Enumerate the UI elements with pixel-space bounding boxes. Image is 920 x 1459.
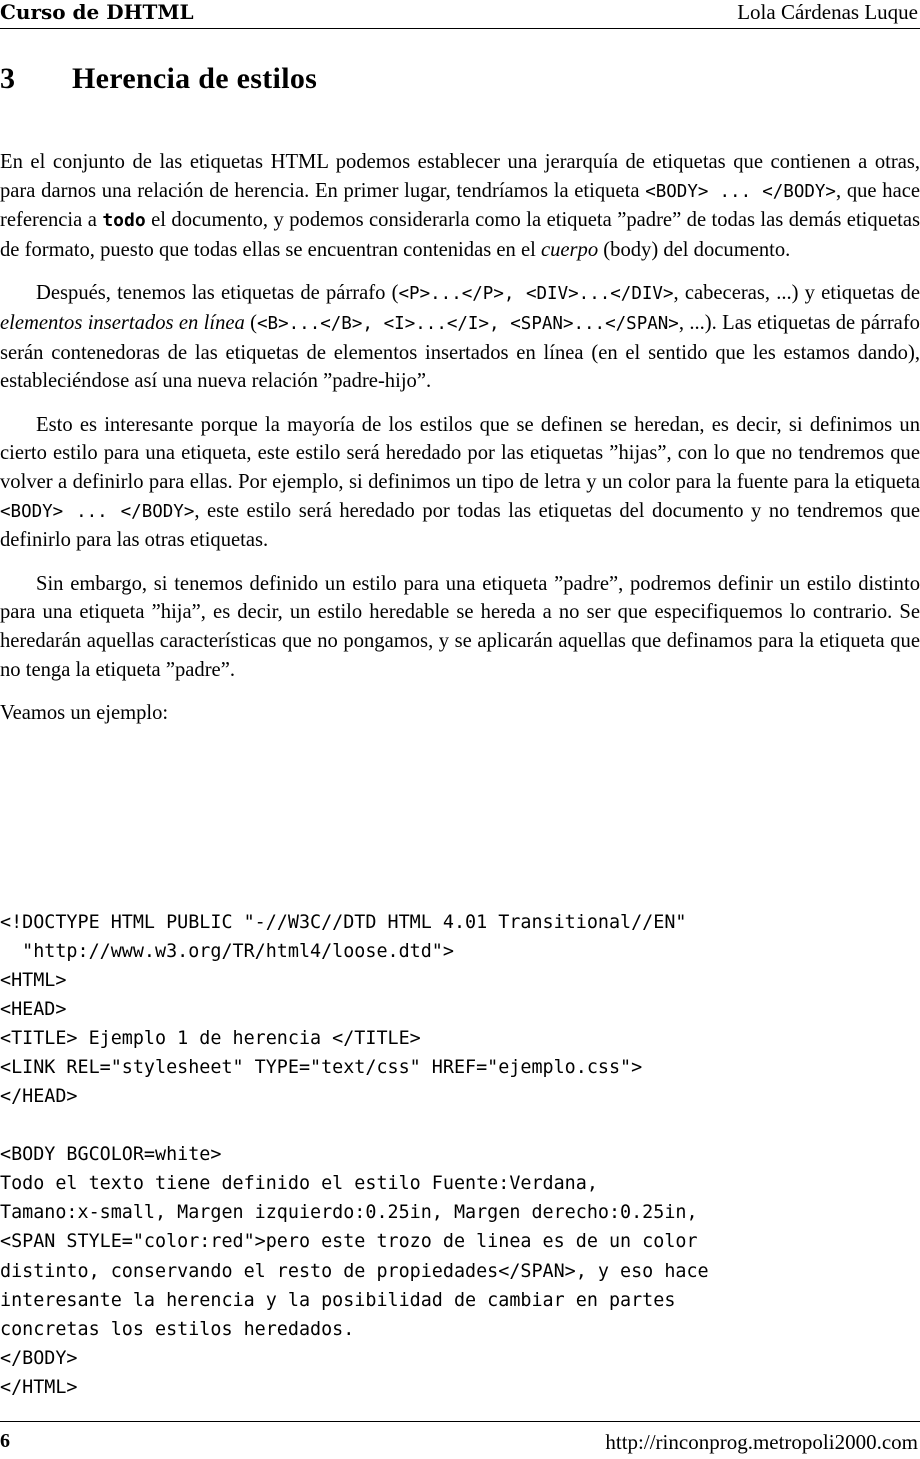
p3-text-b: , este estilo será heredado por todas las etiquetas del documento y no tendremos que definirlo para las otras etiquetas.	[0, 500, 920, 552]
p2-em-inline: elementos insertados en línea	[0, 312, 245, 334]
code-line	[0, 1111, 920, 1140]
p2-code-inline-tags: <B>...</B>, <I>...</I>, <SPAN>...</SPAN>	[257, 314, 679, 334]
code-line: </HEAD>	[0, 1082, 920, 1111]
p3-text-a: Esto es interesante porque la mayoría de los estilos que se definen se heredan, es decir, si definimos un cierto estilo para una etiqueta, este estilo será heredado por las etiquetas ”hijas”, con lo que no tendremos que volver a definirlo para ellas. Por ejemplo, si definimos un tipo de letra y un color para la fuente para la etiqueta	[0, 414, 920, 493]
paragraph-4: Sin embargo, si tenemos definido un estilo para una etiqueta ”padre”, podremos definir un estilo distinto para una etiqueta ”hija”, es decir, un estilo heredable se hereda a no ser que especifiquemos lo contrario. Se heredarán aquellas características que no pongamos, y se aplicarán aquellas que definamos para la etiqueta que no tenga la etiqueta ”padre”.	[0, 570, 920, 684]
code-line: </HTML>	[0, 1373, 920, 1402]
body-text	[0, 148, 920, 743]
code-example	[0, 908, 920, 1402]
code-line: <SPAN STYLE="color:red">pero este trozo de linea es de un color	[0, 1227, 920, 1256]
code-line: <!DOCTYPE HTML PUBLIC "-//W3C//DTD HTML 4.01 Transitional//EN"	[0, 908, 920, 937]
code-line: <HTML>	[0, 966, 920, 995]
page-number: 6	[0, 1430, 10, 1453]
code-line: Todo el texto tiene definido el estilo Fuente:Verdana,	[0, 1169, 920, 1198]
footer-url: http://rinconprog.metropoli2000.com	[605, 1430, 918, 1455]
code-line: <HEAD>	[0, 995, 920, 1024]
paragraph-5: Veamos un ejemplo:	[0, 699, 920, 728]
code-line: </BODY>	[0, 1344, 920, 1373]
page-footer	[0, 1421, 920, 1459]
p1-strong-todo: todo	[102, 210, 145, 231]
paragraph-1	[0, 148, 920, 264]
paragraph-2	[0, 279, 920, 395]
code-line: interesante la herencia y la posibilidad de cambiar en partes	[0, 1286, 920, 1315]
code-line: distinto, conservando el resto de propiedades</SPAN>, y eso hace	[0, 1257, 920, 1286]
header-course-title: Curso de DHTML	[0, 0, 194, 24]
code-line: Tamano:x-small, Margen izquierdo:0.25in, Margen derecho:0.25in,	[0, 1198, 920, 1227]
section-number: 3	[0, 62, 72, 96]
header-author: Lola Cárdenas Luque	[737, 0, 918, 25]
code-line: <BODY BGCOLOR=white>	[0, 1140, 920, 1169]
code-line: "http://www.w3.org/TR/html4/loose.dtd">	[0, 937, 920, 966]
p2-text-b: , cabeceras, ...) y etiquetas de	[674, 282, 920, 304]
p1-text-c: el documento, y podemos considerarla como la etiqueta ”padre” de todas las demás etiquetas de formato, puesto que todas ellas se encuentran contenidas en el	[0, 209, 920, 261]
page-header	[0, 0, 920, 29]
section-heading	[0, 62, 317, 96]
p1-text-d: (body) del documento.	[598, 239, 790, 261]
code-line: <TITLE> Ejemplo 1 de herencia </TITLE>	[0, 1024, 920, 1053]
code-line: <LINK REL="stylesheet" TYPE="text/css" HREF="ejemplo.css">	[0, 1053, 920, 1082]
p3-code-body: <BODY> ... </BODY>	[0, 502, 194, 522]
p1-text-b: , que hace referencia a	[0, 180, 920, 232]
p1-code-body: <BODY> ... </BODY>	[645, 182, 836, 202]
p1-text-a: En el conjunto de las etiquetas HTML podemos establecer una jerarquía de etiquetas que contienen a otras, para darnos una relación de herencia. En primer lugar, tendríamos la etiqueta	[0, 151, 920, 202]
section-title-text: Herencia de estilos	[72, 62, 317, 95]
p2-text-a: Después, tenemos las etiquetas de párrafo (	[36, 282, 399, 304]
p1-em-cuerpo: cuerpo	[541, 239, 598, 261]
p2-text-c: (	[245, 312, 257, 334]
p2-text-d: , ...). Las etiquetas de párrafo serán contenedoras de las etiquetas de elementos insertados en línea (en el sentido que les estamos dando), estableciéndose así una nueva relación ”padre-hijo”.	[0, 312, 920, 392]
p2-code-block-tags: <P>...</P>, <DIV>...</DIV>	[399, 284, 674, 304]
paragraph-3	[0, 411, 920, 555]
code-line: concretas los estilos heredados.	[0, 1315, 920, 1344]
